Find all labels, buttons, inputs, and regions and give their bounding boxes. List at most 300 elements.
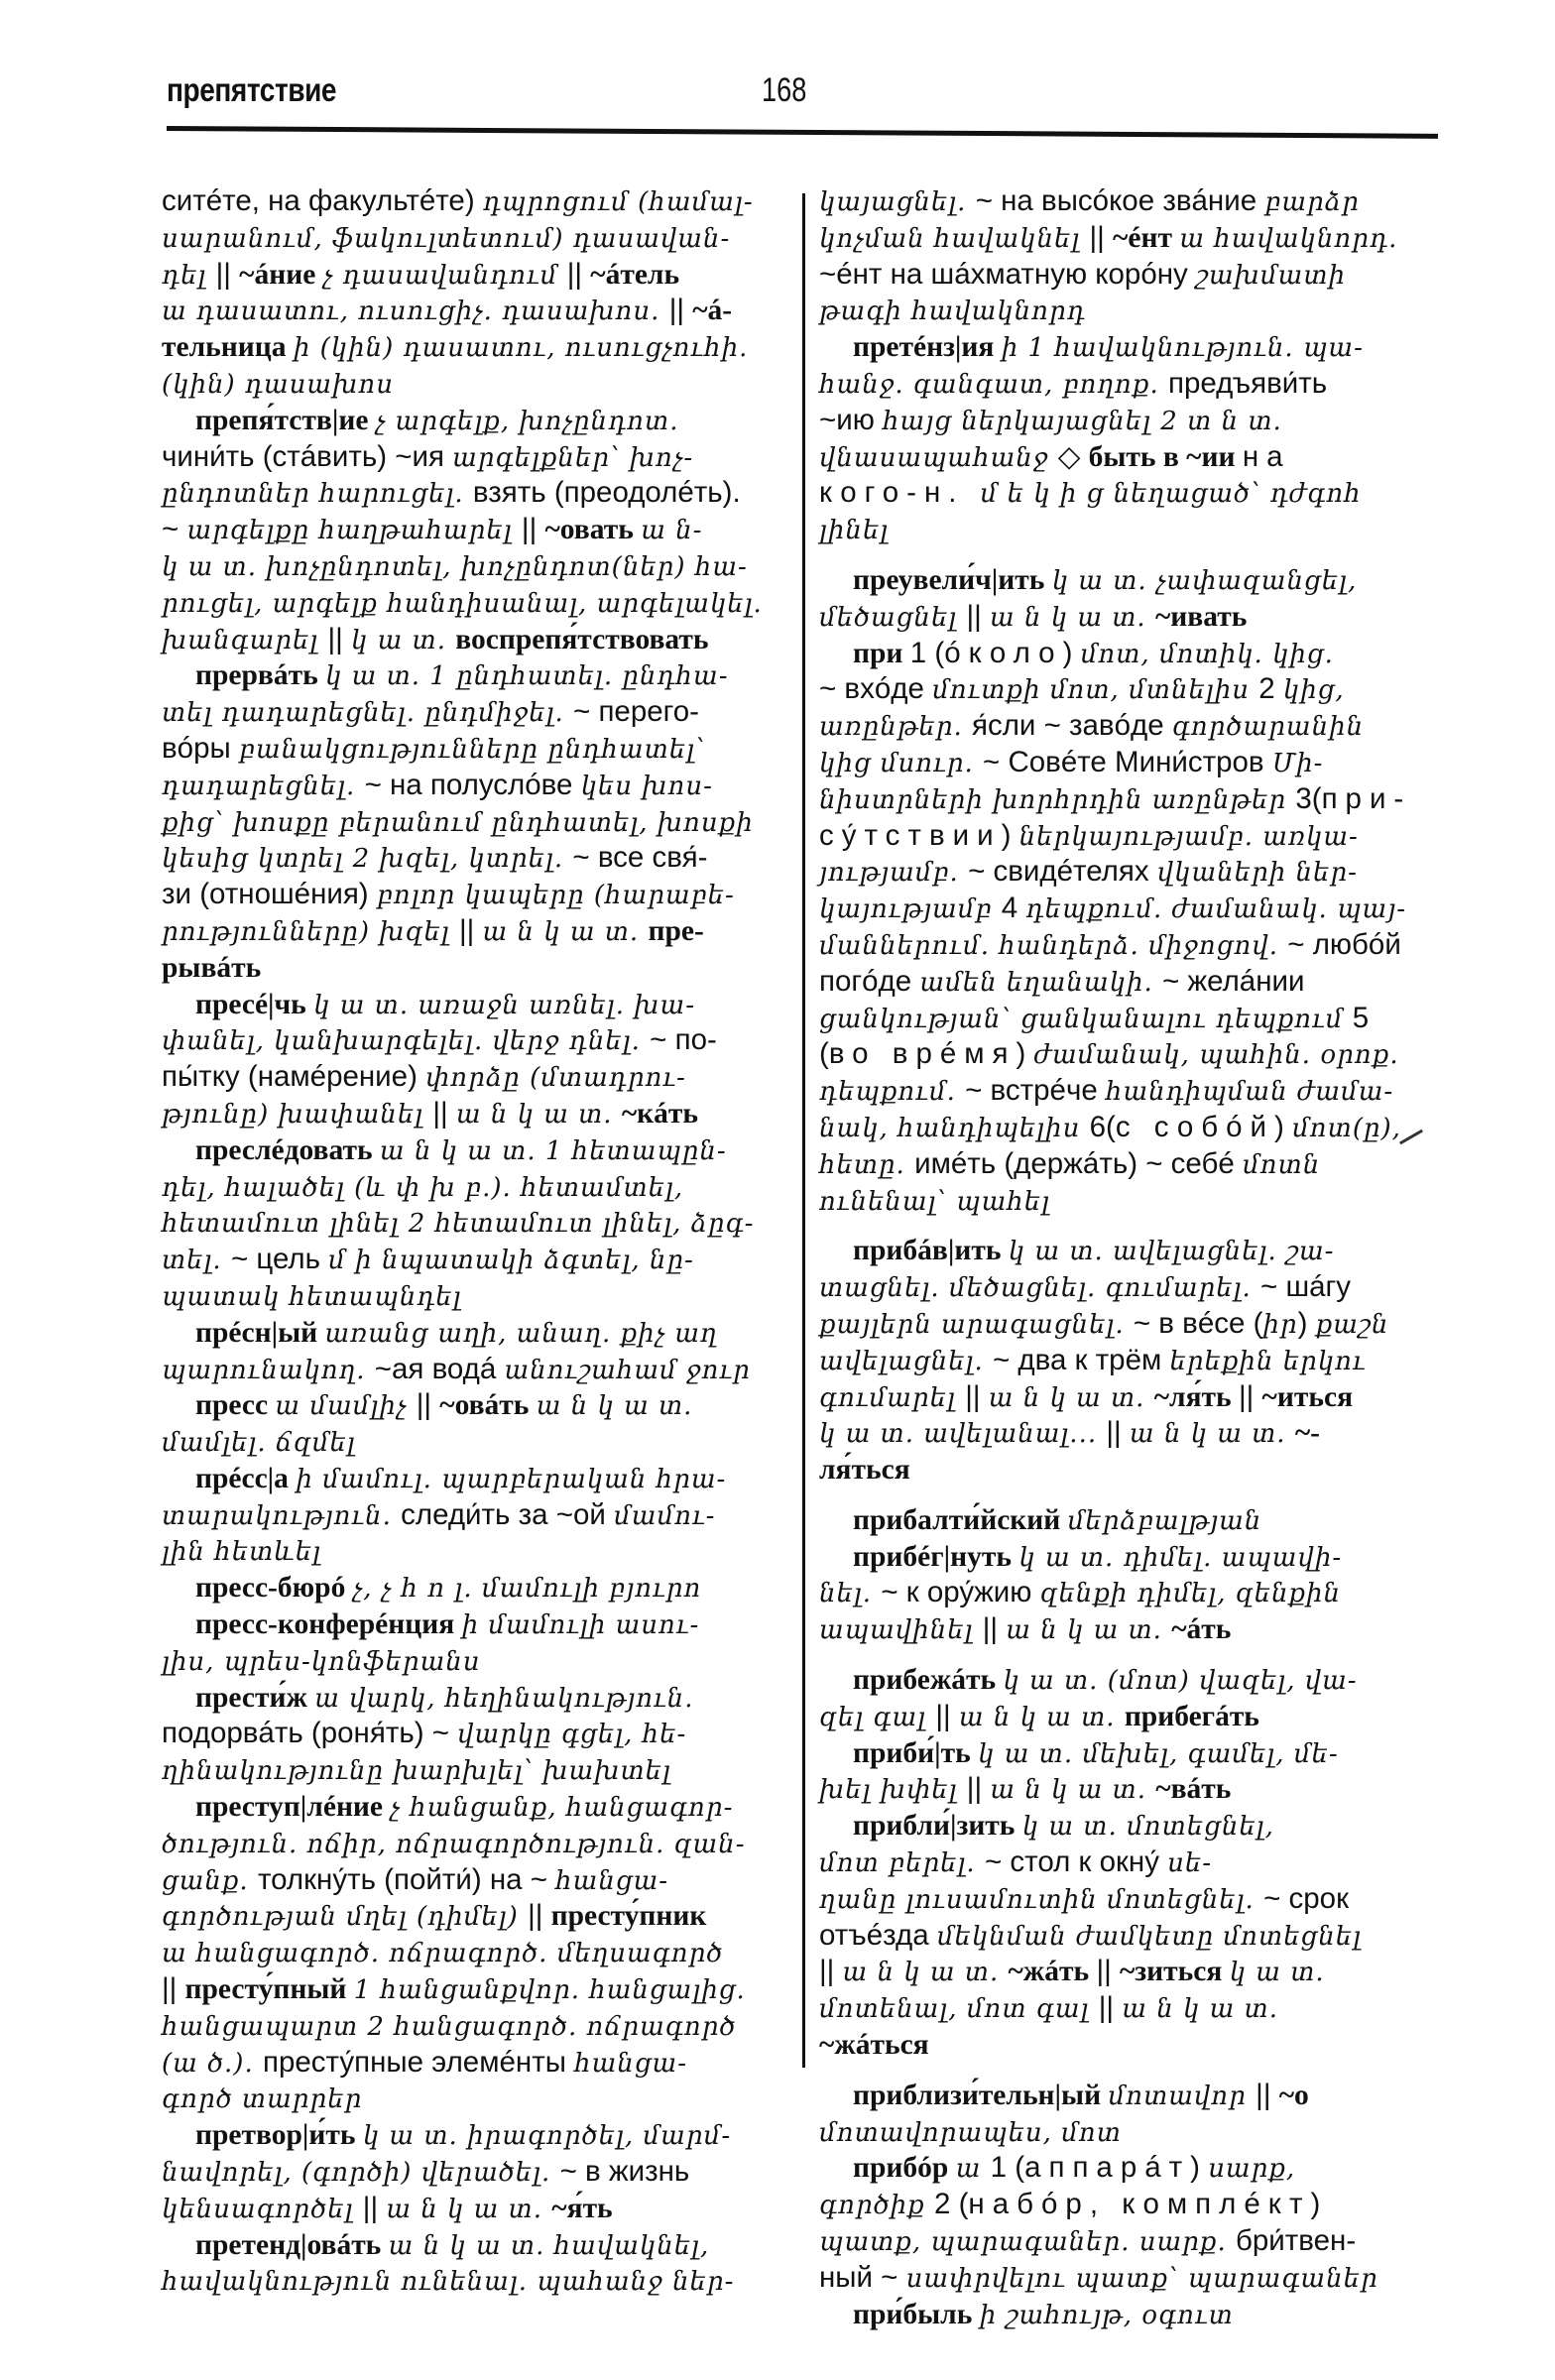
armenian-text: կ ա տ. առաջն առնել. խա-: [313, 990, 695, 1020]
entry-line: [819, 2223, 1444, 2260]
entry-line: [819, 708, 1444, 745]
entry-line: [162, 1352, 786, 1388]
headword: препя́тств|ие: [195, 404, 376, 436]
entry-line: [162, 439, 786, 476]
russian-text: подорвáть (роня́ть) ~: [162, 1717, 458, 1750]
russian-text: 6(: [1089, 1110, 1116, 1143]
entry-line: [819, 1990, 1444, 2027]
headword: прибéг|нуть: [853, 1540, 1019, 1573]
entry-line: [819, 403, 1444, 439]
russian-text: ситéте, на факультéте): [162, 184, 483, 217]
entry-start-line: [162, 1387, 786, 1424]
russian-text: ||: [1098, 1991, 1123, 2025]
entry-line: [162, 694, 786, 731]
armenian-text: թյունը) խափանել: [162, 1099, 433, 1130]
headword: ~жáть: [1008, 1956, 1097, 1988]
armenian-text: ա ն կ ա տ.: [990, 602, 1155, 633]
headword: ~вáть: [1155, 1773, 1232, 1806]
entry-start-line: [819, 1233, 1444, 1269]
entry-start-line: [162, 403, 786, 439]
armenian-text: քից՝ խոսքը բերանում ընդհատել, խոսքի: [162, 807, 754, 838]
russian-text: ||: [966, 1772, 991, 1806]
armenian-text: արգելքը հաղթահարել: [186, 516, 522, 546]
armenian-text: ի մամուլի ասու-: [461, 1610, 700, 1641]
armenian-text: կոչման հավակնել: [819, 223, 1090, 254]
entry-line: [819, 1844, 1444, 1881]
armenian-text: դել: [162, 260, 216, 291]
headword: преступ|лéние: [195, 1791, 391, 1824]
russian-text: ный ~: [819, 2260, 906, 2294]
armenian-text: ընդոտներ հարուցել.: [162, 479, 473, 510]
armenian-text: զել գալ: [819, 1702, 936, 1732]
russian-text: ~ Совéте Мини́стров: [983, 745, 1272, 778]
entry-line: [819, 599, 1444, 636]
russian-text: 2: [1258, 672, 1283, 706]
entry-line: [819, 1415, 1444, 1452]
entry-start-line: [162, 1680, 786, 1717]
entry-line: [819, 1269, 1444, 1306]
russian-text: ~ на полуслóве: [364, 768, 581, 801]
entry-line: [819, 2260, 1444, 2297]
entry-line: [819, 1146, 1444, 1183]
headword: прибáв|ить: [853, 1235, 1009, 1267]
armenian-text: զենքի դիմել, զենքին: [1039, 1579, 1342, 1609]
russian-text: ||: [162, 1972, 185, 2006]
armenian-text: դեպքում.: [819, 1077, 966, 1108]
entry-line: [819, 257, 1444, 294]
russian-text: ||: [1096, 1955, 1120, 1988]
russian-spaced-text: су́тствии: [819, 818, 1002, 852]
armenian-text: պատակ հետապնդել: [162, 1281, 462, 1312]
entry-start-line: [162, 2117, 786, 2154]
headword: ~я́ть: [551, 2192, 613, 2224]
armenian-text: լինել: [819, 516, 890, 546]
entry-start-line: [819, 1662, 1444, 1699]
headword: прибежáть: [853, 1664, 1004, 1697]
russian-spaced-text: на: [1242, 439, 1291, 473]
entry-line: [162, 2081, 786, 2117]
entry-line: [162, 1242, 786, 1278]
right-column: [819, 183, 1444, 2332]
armenian-text: ա ն-: [641, 516, 703, 546]
armenian-text: հանցա-: [574, 2048, 687, 2079]
russian-text: ~ два к трём: [992, 1343, 1170, 1376]
armenian-text: մ ե կ ի ց նեղացած՝ դժգոհ: [980, 479, 1362, 510]
russian-text: ~ срок: [1263, 1881, 1349, 1915]
russian-text: ||: [966, 599, 990, 633]
entry-line: [162, 1898, 786, 1935]
russian-spaced-text: кого-н.: [819, 476, 981, 510]
headword: прéсн|ый: [195, 1316, 325, 1349]
headword: пресé|чь: [195, 988, 314, 1020]
armenian-text: կենսագործել: [162, 2194, 363, 2224]
armenian-text: սարք,: [1208, 2154, 1296, 2185]
armenian-text: կից մսուր.: [819, 748, 984, 778]
armenian-text: չ դասավանդում: [322, 260, 567, 291]
entry-start-line: [162, 1315, 786, 1352]
armenian-text: ցանք.: [162, 1865, 258, 1896]
russian-text: ~ на высóкое звáние: [975, 184, 1265, 217]
headword: ~áтель: [590, 258, 680, 291]
entry-start-line: [162, 987, 786, 1023]
entry-start-line: [819, 1808, 1444, 1844]
headword: пре-: [648, 914, 704, 947]
armenian-text: պատք, պարագաներ. սարք.: [819, 2227, 1236, 2258]
armenian-text: կ ա տ.: [351, 625, 456, 655]
armenian-text: մուտքի մոտ, մտնելիս: [932, 675, 1259, 706]
headword: претéнз|ия: [853, 331, 1002, 364]
russian-spaced-text: набóр, комплéкт: [968, 2188, 1311, 2221]
russian-text: ||: [521, 513, 545, 546]
armenian-text: ա ն կ ա տ.: [842, 1958, 1009, 1988]
running-head: [167, 71, 1438, 121]
column-divider: [802, 193, 805, 2068]
russian-text: ~ перего-: [573, 695, 699, 729]
entry-line: [162, 622, 786, 658]
russian-spaced-text: аппарáт: [1024, 2151, 1191, 2185]
entry-line: [819, 2027, 1444, 2064]
headword: прибóр: [853, 2152, 956, 2185]
armenian-text: ա մամլիչ: [275, 1391, 417, 1422]
headword: ~овáть: [439, 1389, 537, 1422]
headword: ~о: [1278, 2079, 1309, 2111]
entry-line: [162, 913, 786, 950]
armenian-text: մոտն: [1242, 1149, 1321, 1180]
russian-text: ||: [982, 1612, 1007, 1646]
armenian-text: չ արգելք, խոչընդոտ.: [375, 406, 679, 436]
armenian-text: բանակցությունները ընդհատել՝: [238, 734, 706, 765]
russian-text: ~ цель: [230, 1243, 329, 1276]
entry-line: [819, 475, 1444, 512]
russian-text: ~ все свя́-: [572, 841, 708, 875]
armenian-text: ա ն կ ա տ. հավակնել,: [388, 2230, 710, 2261]
russian-text: ~ шáгу: [1260, 1270, 1352, 1304]
entry-line: [819, 1183, 1444, 1220]
russian-text: 2 (: [933, 2188, 969, 2221]
armenian-text: առանց աղի, անաղ. քիչ աղ: [324, 1318, 718, 1349]
armenian-text: մոտ, մոտիկ. կից.: [1080, 639, 1334, 669]
armenian-text: հավակնություն ունենալ. պահանջ ներ-: [162, 2267, 735, 2298]
armenian-text: կ ա տ. մեխել, գամել, մե-: [978, 1738, 1339, 1769]
entry-start-line: [162, 2227, 786, 2264]
armenian-text: տել.: [162, 1246, 231, 1276]
russian-text: ): [1297, 1306, 1316, 1340]
entry-line: [819, 1881, 1444, 1918]
russian-spaced-text: при-: [1321, 781, 1412, 815]
entry-line: [162, 1826, 786, 1862]
entry-line: [162, 548, 786, 585]
armenian-text: ներկայությամբ. առկա-: [1018, 821, 1359, 852]
entry-start-line: [819, 1502, 1444, 1539]
entry-line: [819, 745, 1444, 781]
russian-text: ◇: [1057, 439, 1089, 473]
armenian-text: (ա ծ.).: [162, 2048, 263, 2079]
entry-line: [162, 366, 786, 403]
entry-line: [819, 1611, 1444, 1648]
headword: претенд|овáть: [195, 2228, 389, 2261]
armenian-text: անուշահամ ջուր: [504, 1355, 751, 1385]
armenian-text: նիստրների խորհրդին առընթեր: [819, 784, 1296, 815]
armenian-text: մոտավոր: [1108, 2081, 1256, 2111]
armenian-text: չ հանցանք, հանցագոր-: [390, 1793, 734, 1824]
headword: ~жáться: [819, 2029, 929, 2062]
armenian-text: կ ա տ. ավելացնել. շա-: [1008, 1237, 1335, 1267]
entry-start-line: [819, 2150, 1444, 2187]
russian-text: ||: [432, 1096, 456, 1130]
russian-text: ): [1016, 1037, 1034, 1071]
armenian-text: լին հետևել: [162, 1537, 321, 1568]
entry-start-line: [162, 657, 786, 694]
entry-line: [162, 2045, 786, 2082]
armenian-text: մեծացնել: [819, 602, 967, 633]
armenian-text: գործարանին: [1171, 712, 1365, 743]
russian-text: толкну́ть (пойти́) на ~: [257, 1862, 556, 1896]
russian-text: погóде: [819, 964, 920, 998]
armenian-text: դել, հալածել (և փ խ բ.). հետամտել,: [162, 1172, 684, 1203]
armenian-text: ղինակությունը խարխլել՝ խախտել: [162, 1756, 671, 1787]
entry-line: [162, 2191, 786, 2227]
russian-text: ~ в жизнь: [559, 2155, 690, 2189]
armenian-text: նակ, հանդիպելիս: [819, 1113, 1090, 1143]
armenian-text: ա ն կ ա տ.: [988, 1382, 1154, 1413]
entry-start-line: [162, 1570, 786, 1606]
armenian-text: կ ա տ.: [1229, 1958, 1325, 1988]
russian-text: ): [1062, 636, 1081, 669]
russian-text: ||: [215, 257, 240, 291]
entry-line: [162, 1752, 786, 1789]
entry-line: [162, 293, 786, 329]
armenian-text: մ ի նպատակի ձգտել, նը-: [328, 1246, 694, 1276]
armenian-text: լիս, պրես-կոնֆերանս: [162, 1646, 481, 1677]
armenian-text: մամու-: [614, 1500, 716, 1531]
russian-text: 5: [1352, 1001, 1370, 1034]
armenian-text: հանցա-: [555, 1865, 669, 1896]
russian-text: предъяви́ть: [1167, 366, 1328, 400]
entry-line: [162, 731, 786, 768]
russian-text: ~ в вéсе (: [1133, 1306, 1263, 1340]
entry-line: [162, 183, 786, 220]
entry-start-line: [819, 562, 1444, 599]
headword: ~éнт: [1113, 221, 1180, 254]
russian-text: ||: [1106, 1416, 1130, 1450]
entry-line: [819, 1452, 1444, 1488]
armenian-text: մեկնման ժամկետը մոտեցնել: [936, 1921, 1363, 1952]
russian-text: (: [819, 1037, 829, 1071]
armenian-text: ա ն կ ա տ.: [990, 1775, 1156, 1806]
entry-line: [819, 2114, 1444, 2151]
entry-line: [819, 220, 1444, 257]
headword: рывáть: [162, 951, 262, 984]
armenian-text: հանջ. գանգատ, բողոք.: [819, 369, 1168, 400]
armenian-text: գործ տարրեր: [162, 2084, 363, 2115]
entry-line: [819, 1771, 1444, 1808]
entry-start-line: [819, 1539, 1444, 1576]
headword: претвор|и́ть: [195, 2119, 363, 2152]
entry-line: [162, 1096, 786, 1132]
armenian-text: վնասապահանջ: [819, 442, 1058, 473]
armenian-text: կեսից կտրել 2 խզել, կտրել.: [162, 844, 573, 875]
russian-text: ||: [1089, 220, 1114, 254]
russian-text: престу́пные элемéнты: [262, 2045, 575, 2079]
russian-text: отъéзда: [819, 1918, 937, 1952]
armenian-text: դպրոցում (համալ-: [482, 187, 754, 217]
entry-line: [819, 512, 1444, 548]
russian-text: ~ по-: [650, 1023, 717, 1057]
armenian-text: սարանում, ֆակուլտետում) դասավան-: [162, 223, 731, 254]
entry-line: [819, 1306, 1444, 1343]
headword: пресс-конферéнция: [195, 1608, 462, 1641]
headword: ~иться: [1261, 1380, 1354, 1413]
headword: ~-: [1294, 1417, 1321, 1450]
armenian-text: վկաների ներ-: [1156, 858, 1358, 889]
russian-text: ~éнт на шáхматную корóну: [819, 257, 1196, 291]
headword: ~кáть: [621, 1097, 699, 1130]
russian-text: ||: [935, 1699, 959, 1732]
russian-text: 1 (: [909, 636, 945, 669]
armenian-text: իր: [1262, 1309, 1298, 1340]
russian-text: ): [1310, 2188, 1321, 2221]
headword: ~зиться: [1119, 1956, 1230, 1988]
russian-text: ||: [362, 2191, 387, 2224]
armenian-text: մաններում. հանդերձ. միջոցով.: [819, 930, 1288, 961]
armenian-text: ա վարկ, հեղինակություն.: [314, 1683, 694, 1714]
entry-line: [162, 877, 786, 913]
entry-line: [162, 1643, 786, 1680]
entry-line: [819, 366, 1444, 403]
headword: ~áть: [1171, 1613, 1232, 1646]
headword: приблизи́тельн|ый: [853, 2079, 1109, 2111]
entry-line: [162, 1059, 786, 1096]
armenian-text: մոտավորապես, մոտ: [819, 2117, 1122, 2148]
headword: тельница: [162, 331, 294, 364]
russian-text: ~ любóй: [1287, 927, 1401, 961]
armenian-text: ի (կին) դասատու, ուսուցչուհի.: [293, 333, 749, 364]
headword: преувели́ч|ить: [853, 563, 1052, 596]
armenian-text: Մի-: [1271, 748, 1324, 778]
russian-text: ): [1190, 2151, 1209, 2185]
armenian-text: կ ա տ. (մոտ) վազել, վա-: [1003, 1666, 1358, 1697]
armenian-text: կ ա տ. իրագործել, մարմ-: [362, 2121, 732, 2152]
russian-text: следи́ть за ~ой: [401, 1497, 615, 1531]
entry-line: [162, 1278, 786, 1315]
headword: ля́ться: [819, 1454, 910, 1487]
headword: прибалти́йский: [853, 1503, 1068, 1536]
armenian-text: ի մամուլ. պարբերական հրա-: [296, 1464, 727, 1494]
russian-text: ||: [1239, 1379, 1262, 1413]
armenian-text: կես խոս-: [580, 771, 713, 801]
russian-text: ~ желáнии: [1162, 964, 1305, 998]
armenian-text: ա հանցագործ. ոճրագործ. մեղսագործ: [162, 1939, 724, 1969]
entry-start-line: [819, 2078, 1444, 2114]
entry-line: [819, 1954, 1444, 1990]
armenian-text: ա ն կ ա տ.: [1006, 1615, 1172, 1646]
armenian-text: հետամուտ լինել 2 հետամուտ լինել, ձըգ-: [162, 1209, 755, 1240]
entry-line: [819, 818, 1444, 855]
headword: при́быль: [853, 2298, 980, 2330]
armenian-text: քայլերն արագացնել.: [819, 1309, 1134, 1340]
russian-text: вóры: [162, 731, 239, 765]
russian-text: 1 (: [990, 2151, 1025, 2185]
headword: приби́|ть: [853, 1736, 979, 1769]
entry-line: [162, 1205, 786, 1242]
russian-text: ~ к ору́жию: [881, 1576, 1040, 1609]
russian-spaced-text: во врéмя: [828, 1037, 1017, 1071]
armenian-text: ա ն կ ա տ.: [536, 1391, 693, 1422]
russian-text: пы́тку (намéрение): [162, 1060, 426, 1094]
armenian-text: ի 1 հավակնություն. պա-: [1001, 333, 1364, 364]
armenian-text: գործիք: [819, 2191, 934, 2221]
entry-line: [819, 1343, 1444, 1379]
entry-line: [819, 1918, 1444, 1955]
armenian-text: դեպքում. ժամանակ. պայ-: [1025, 894, 1407, 925]
entry-line: [819, 183, 1444, 220]
armenian-text: խել խփել: [819, 1775, 967, 1806]
armenian-text: ա ն կ ա տ.: [1122, 1994, 1278, 2025]
entry-line: [162, 1862, 786, 1899]
armenian-text: փանել, կանխարգելել. վերջ դնել.: [162, 1026, 651, 1057]
russian-text: ~ая водá: [374, 1352, 505, 1385]
russian-text: ||: [1256, 2078, 1279, 2111]
armenian-text: ա ն կ ա տ.: [386, 2194, 552, 2224]
headword: преслéдовать: [195, 1133, 380, 1166]
russian-text: ||: [327, 622, 352, 655]
armenian-text: հայց ներկայացնել 2 տ ն տ.: [883, 406, 1282, 436]
headword: прести́ж: [195, 1681, 315, 1714]
armenian-text: երեքին երկու: [1169, 1346, 1367, 1376]
armenian-text: քաշն: [1315, 1309, 1389, 1340]
russian-text: ||: [416, 1388, 440, 1422]
headword: прервáть: [195, 659, 326, 692]
entry-line: [162, 2008, 786, 2045]
entry-start-line: [819, 329, 1444, 366]
armenian-text: կայությամբ: [819, 894, 1002, 925]
armenian-text: ի շահույթ, օգուտ: [979, 2300, 1234, 2330]
entry-line: [819, 293, 1444, 329]
armenian-text: ժամանակ, պահին. օրոք.: [1033, 1040, 1399, 1071]
russian-text: 4: [1001, 892, 1026, 925]
entry-line: [162, 1935, 786, 1971]
armenian-text: կ ա տ. խոչընդոտել, խոչընդոտ(ներ) հա-: [162, 551, 748, 582]
headword: пресс-бюрó: [195, 1572, 353, 1605]
entry-line: [162, 2154, 786, 2191]
entry-line: [819, 2187, 1444, 2223]
entry-line: [819, 781, 1444, 818]
russian-text: я́сли ~ завóде: [971, 709, 1172, 743]
armenian-text: կ ա տ. դիմել. ապավի-: [1018, 1542, 1343, 1573]
entry-line: [162, 804, 786, 841]
armenian-text: ա հավակնորդ.: [1179, 223, 1398, 254]
armenian-text: առընթեր.: [819, 712, 972, 743]
entry-line: [162, 585, 786, 622]
russian-text: зи (отношéния): [162, 878, 377, 911]
entry-line: [162, 1169, 786, 1206]
entry-start-line: [819, 1735, 1444, 1772]
headword: пресс: [195, 1389, 276, 1422]
armenian-text: թագի հավակնորդ: [819, 297, 1086, 327]
armenian-text: տարակություն.: [162, 1500, 402, 1531]
armenian-text: ա ն կ ա տ. 1 հետապըն-: [379, 1135, 727, 1166]
entry-start-line: [162, 1461, 786, 1497]
armenian-text: մամլել. ճզմել: [162, 1428, 356, 1459]
entry-line: [162, 475, 786, 512]
headword: прибегáть: [1124, 1700, 1259, 1732]
entry-start-line: [162, 1789, 786, 1826]
armenian-text: գործության մղել (դիմել): [162, 1902, 529, 1933]
armenian-text: կ ա տ. ավելանալ...: [819, 1419, 1107, 1450]
armenian-text: 1 հանցանքվոր. հանցալից.: [353, 1975, 746, 2006]
headword: прибли́|зить: [853, 1810, 1022, 1843]
header-rule: [167, 126, 1438, 139]
